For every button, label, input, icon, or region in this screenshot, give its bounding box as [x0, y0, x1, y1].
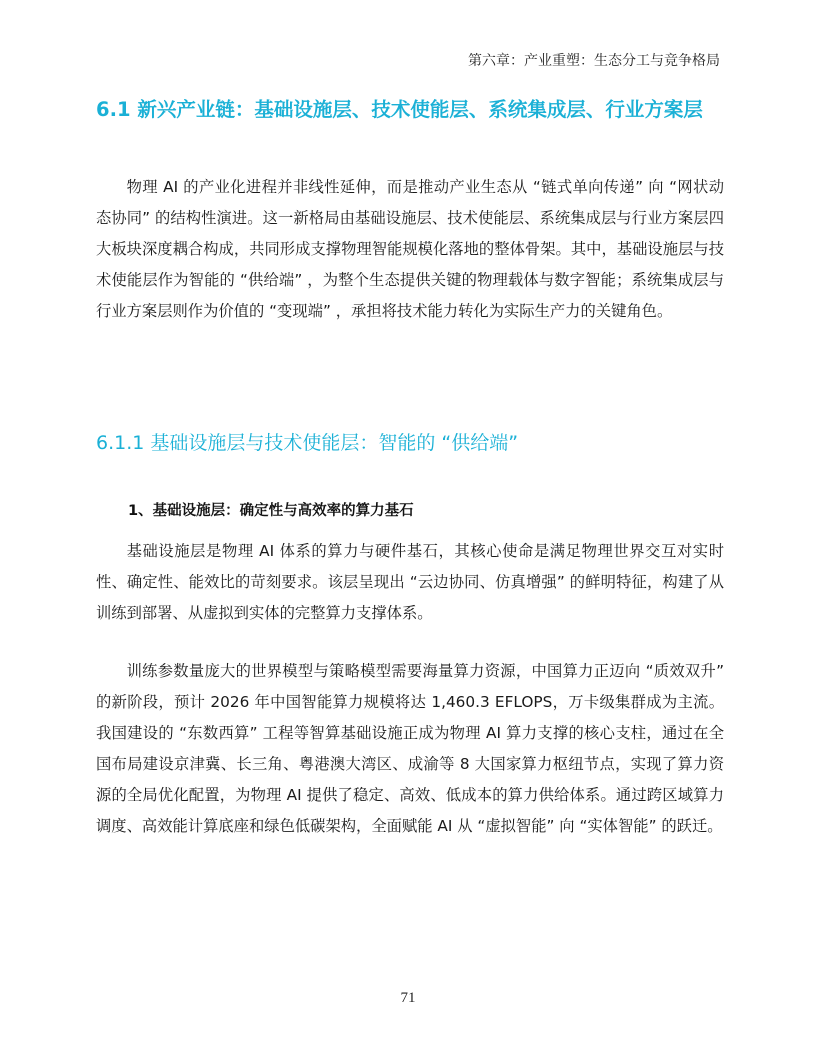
intro-paragraph: 物理 AI 的产业化进程并非线性延伸，而是推动产业生态从 “链式单向传递” 向 “网状动态协同” 的结构性演进。这一新格局由基础设施层、技术使能层、系统集成层与行业方案层四大板块深度耦合构成，共同形成支撑物理智能规模化落地的整体骨架。其中，基础设施层与技术使能层作为智能的 “供给端” ，为整个生态提供关键的物理载体与数字智能；系统集成层与行业方案层则作为价值的 “变现端” ，承担将技术能力转化为实际生产力的关键角色。	[96, 178, 724, 320]
page-number: 71	[400, 990, 416, 1006]
item-heading: 1、基础设施层：确定性与高效率的算力基石	[128, 503, 414, 519]
section-title: 6.1 新兴产业链：基础设施层、技术使能层、系统集成层、行业方案层	[96, 98, 703, 121]
body-paragraph: 基础设施层是物理 AI 体系的算力与硬件基石，其核心使命是满足物理世界交互对实时性、确定性、能效比的苛刻要求。该层呈现出 “云边协同、仿真增强” 的鲜明特征，构建了从训练到部署、从虚拟到实体的完整算力支撑体系。	[96, 542, 724, 622]
body-paragraph: 训练参数量庞大的世界模型与策略模型需要海量算力资源，中国算力正迈向 “质效双升” 的新阶段，预计 2026 年中国智能算力规模将达 1,460.3 EFLOPS，万卡级集群成为主流。我国建设的 “东数西算” 工程等智算基础设施正成为物理 AI 算力支撑的核心支柱，通过在全国布局建设京津冀、长三角、粤港澳大湾区、成渝等 8 大国家算力枢纽节点，实现了算力资源的全局优化配置，为物理 AI 提供了稳定、高效、低成本的算力供给体系。通过跨区域算力调度、高效能计算底座和绿色低碳架构，全面赋能 AI 从 “虚拟智能” 向 “实体智能” 的跃迁。	[96, 662, 724, 835]
running-header: 第六章：产业重塑：生态分工与竞争格局	[468, 53, 720, 69]
subsection-title: 6.1.1 基础设施层与技术使能层：智能的 “供给端”	[96, 432, 519, 454]
